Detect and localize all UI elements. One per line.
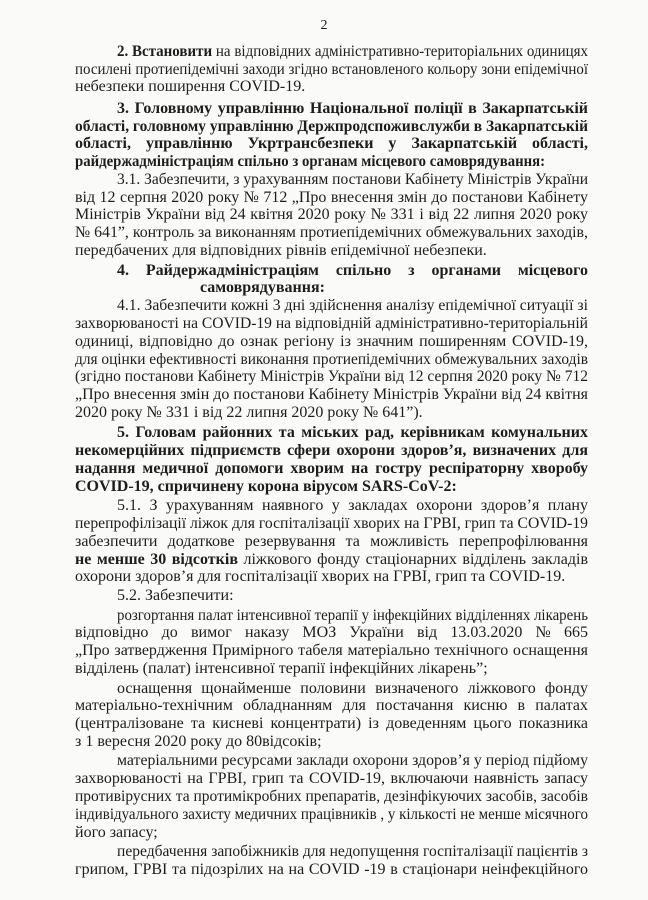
text-segment: передбачення запобіжників для недопущення госпіталізації пацієнтів з [117,843,588,860]
bold-text: 2. Встановити [117,43,213,60]
text-segment: з 1 вересня 2020 року до 80відсоків; [75,733,322,750]
text-line [75,714,588,734]
text-segment: грипом, ГРВІ та підозрілих на на COVID -19 в стаціонари неінфекційного [75,861,588,878]
text-line [117,586,234,606]
text-segment: на відповідних адміністративно-територіальних одиницях [212,43,588,60]
text-line [75,532,588,552]
text-line [75,805,588,825]
bold-text: COVID-19, спричинену корона вірусом SARS-CoV-2: [75,478,457,495]
text-line [75,477,457,497]
bold-text: області, управлінню Укртрансбезпеки у Закарпатській області, [75,135,588,152]
text-segment: матеріально-технічним обладнанням для постачання кисню в палатах [75,697,588,714]
text-line [75,641,588,661]
text-line [117,296,588,316]
text-segment: 3.1. Забезпечити, з урахуванням постанови Кабінету Міністрів України [117,171,588,188]
text-line [75,623,588,643]
text-segment: № 641”, контроль за виконанням протиепідемічних обмежувальних заходів, [75,224,588,241]
text-segment: відповідно до вимог наказу МОЗ України від 13.03.2020 № 665 [75,624,588,641]
text-segment: ліжкового фонду стаціонарних відділень закладів [237,551,589,568]
text-line [117,170,588,190]
bold-text: некомерційних підприємств сфери охорони здоров’я, визначених для [75,442,588,459]
bold-text: райдержадміністраціям спільно з органам місцевого самоврядування: [75,153,545,170]
text-segment: індивідуального захисту медичних працівників , у кількості не менше місячного [75,806,588,823]
text-segment: (згідно постанови Кабінету Міністрів України від 12 серпня 2020 року № 712 [75,368,588,385]
bold-text: 5. Головам районних та міських рад, керівникам комунальних [117,424,588,441]
text-segment: перепрофілізації ліжок для госпіталізації хворих на ГРВІ, грип та COVID-19 [75,515,588,532]
text-segment: оснащення щонайменше половини визначеного ліжкового фонду [117,680,588,697]
text-line [75,787,588,807]
text-segment: охорони здоров’я для госпіталізації хворих на ГРВІ, грип та COVID-19. [75,568,566,585]
text-segment: захворюваності на COVID-19 на відповідній адміністративно-територіальній [75,315,588,332]
text-segment: матеріальними ресурсами заклади охорони здоров’я у період підйому [117,752,588,769]
page-number: 2 [320,18,328,33]
text-segment: для оцінки ефективності виконання протиепідемічних обмежувальних заходів [75,351,588,368]
text-line [117,496,588,516]
text-line [75,514,588,534]
text-line [75,769,588,789]
text-line [75,567,565,587]
text-segment: 5.2. Забезпечити: [117,587,234,604]
text-segment: Міністрів України від 24 квітня 2020 року № 331 і від 22 липня 2020 року [75,206,588,223]
text-line [75,441,588,461]
bold-text: надання медичної допомоги хворим на гостру респіраторну хворобу [75,460,588,477]
bold-text: не менше 30 відсотків [75,551,238,568]
bold-text: області, головному управлінню Держпродспоживслужби в Закарпатській [75,118,588,135]
text-segment: від 12 серпня 2020 року № 712 „Про внесення змін до постанови Кабінету [75,189,588,206]
text-segment: захворюваності на ГРВІ, грип та COVID-19, включаючи наявність запасу [75,770,588,787]
text-line [75,385,588,405]
text-segment: 5.1. З урахуванням наявного у закладах охорони здоров’я плану [117,497,588,514]
text-line [117,261,588,281]
text-line [75,659,488,679]
text-line [75,823,158,843]
text-line [75,314,588,334]
text-line [75,241,487,261]
bold-text: 3. Головному управлінню Національної поліції в Закарпатській [117,100,588,117]
text-line [117,99,588,119]
text-line [117,751,588,771]
text-line [75,205,588,225]
text-line [75,860,588,880]
text-segment: одиниці, відповідно до ознак регіону із значним поширенням COVID-19, [75,333,588,350]
text-segment: небезпеки поширення COVID-19. [75,78,306,95]
text-segment: посилені протиепідемічні заходи згідно встановленого кольору зони епідемічної [75,61,588,78]
text-line [75,134,588,154]
text-line [75,152,545,172]
text-line [75,459,588,479]
text-segment: відділень (палат) інтенсивної терапії інфекційних лікарень”; [75,660,488,677]
text-segment: противірусних та протимікробних препаратів, дезінфікуючих засобів, засобів [75,788,588,805]
text-line [75,732,322,752]
text-segment: забезпечити додаткове резервування та можливість перепрофілювання [75,533,588,550]
text-segment: 4.1. Забезпечити кожні 3 дні здійснення аналізу епідемічної ситуації зі [117,297,588,314]
text-segment: „Про затвердження Примірного табеля матеріально технічного оснащення [75,642,588,659]
text-line [117,842,588,862]
text-segment: розгортання палат інтенсивної терапії у інфекційних відділеннях лікарень [117,607,588,624]
bold-text: 4. Райдержадміністраціям спільно з органами місцевого [117,262,588,279]
text-segment: „Про внесення змін до постанови Кабінету Міністрів України від 24 квітня [75,386,588,403]
text-segment: 2020 року № 331 і від 22 липня 2020 року № 641”). [75,404,423,421]
text-segment: (централізоване та кисневі концентрати) із доведенням цього показника [75,715,588,732]
text-line [75,77,305,97]
text-segment: його запасу; [75,824,158,841]
text-line [75,696,588,716]
text-line [75,403,423,423]
text-line [75,332,588,352]
bold-text: самоврядування: [200,279,325,296]
text-line [117,423,588,443]
text-line [117,42,588,62]
text-line [75,223,588,243]
text-segment: передбачених для відповідних рівнів епідемічної небезпеки. [75,242,487,259]
text-line [75,367,588,387]
text-line [200,278,325,298]
